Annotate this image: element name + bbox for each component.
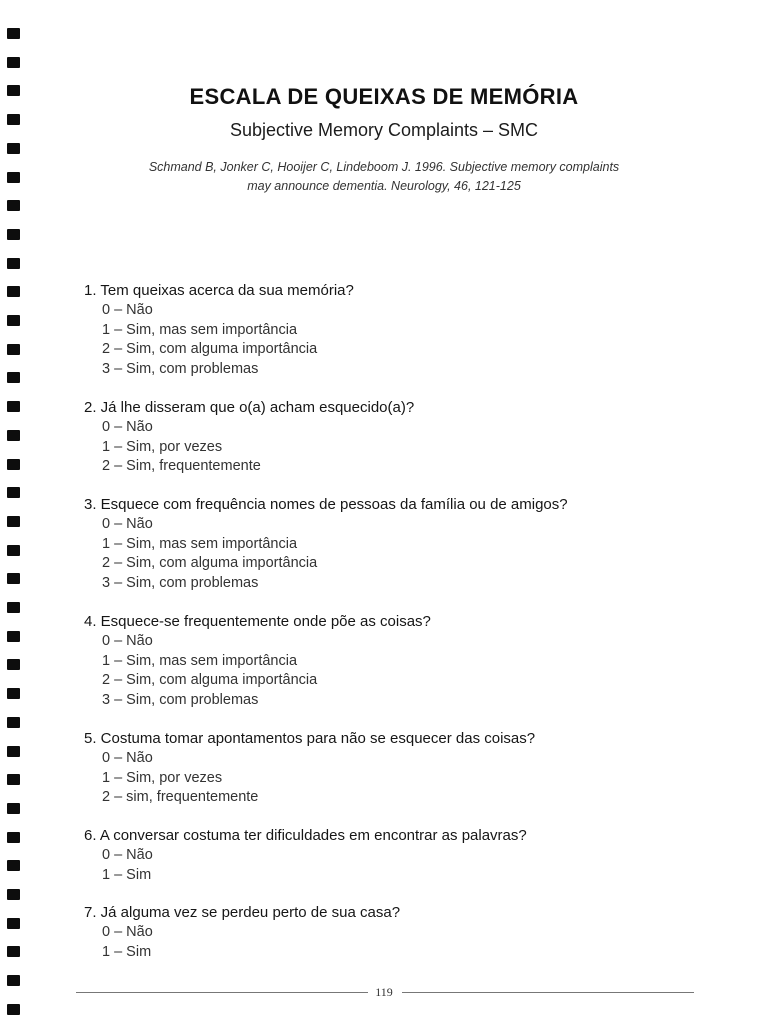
binding-hole (7, 631, 20, 642)
binding-hole (7, 229, 20, 240)
answer-option: 2 – Sim, com alguma importância (102, 555, 318, 571)
answer-option: 3 – Sim, com problemas (102, 691, 259, 708)
page-number: 119 (375, 985, 393, 999)
answer-option: 3 – Sim, com problemas (102, 360, 259, 377)
binding-hole (7, 430, 20, 441)
binding-hole (7, 401, 20, 412)
question-5 (84, 729, 724, 808)
binding-hole (7, 286, 20, 297)
binding-hole (7, 832, 20, 843)
binding-hole (7, 28, 20, 39)
answer-option: 0 – Não (102, 516, 153, 532)
binding-hole (7, 143, 20, 154)
binding-hole (7, 344, 20, 355)
document-title: ESCALA DE QUEIXAS DE MEMÓRIA (189, 84, 579, 109)
binding-hole (7, 545, 20, 556)
citation (0, 158, 768, 196)
question-4 (84, 612, 724, 710)
document-subtitle: Subjective Memory Complaints – SMC (229, 120, 539, 140)
binding-hole (7, 1004, 20, 1015)
binding-hole (7, 372, 20, 383)
binding-hole (7, 918, 20, 929)
question-text: 1. Tem queixas acerca da sua memória? (84, 282, 354, 299)
binding-hole (7, 258, 20, 269)
answer-option: 1 – Sim, por vezes (102, 438, 223, 455)
question-1 (84, 281, 724, 379)
answer-option: 1 – Sim, mas sem importância (102, 652, 298, 669)
footer-divider-right (402, 992, 694, 993)
question-text: 2. Já lhe disseram que o(a) acham esquecido(a)? (84, 399, 415, 416)
answer-option: 2 – Sim, frequentemente (102, 458, 261, 474)
binding-hole (7, 946, 20, 957)
question-2 (84, 398, 724, 477)
question-3 (84, 495, 724, 593)
question-text: 5. Costuma tomar apontamentos para não se esquecer das coisas? (84, 730, 536, 747)
citation-line-1: Schmand B, Jonker C, Hooijer C, Lindeboom J. 1996. Subjective memory complaints (148, 160, 620, 174)
answer-option: 1 – Sim, mas sem importância (102, 321, 298, 338)
question-7 (84, 903, 724, 962)
answer-option: 2 – Sim, com alguma importância (102, 341, 318, 357)
question-text: 6. A conversar costuma ter dificuldades em encontrar as palavras? (84, 827, 527, 844)
answer-option: 0 – Não (102, 924, 153, 940)
binding-hole (7, 602, 20, 613)
answer-option: 0 – Não (102, 750, 153, 766)
binding-hole (7, 803, 20, 814)
citation-line-2: may announce dementia. Neurology, 46, 121-125 (247, 179, 521, 193)
question-text: 3. Esquece com frequência nomes de pessoas da família ou de amigos? (84, 496, 568, 513)
binding-hole (7, 573, 20, 584)
question-text: 7. Já alguma vez se perdeu perto de sua casa? (84, 904, 401, 921)
binding-hole (7, 459, 20, 470)
binding-hole (7, 688, 20, 699)
answer-option: 1 – Sim (102, 866, 152, 883)
answer-option: 0 – Não (102, 302, 153, 318)
binding-hole (7, 57, 20, 68)
binding-hole (7, 889, 20, 900)
answer-option: 1 – Sim (102, 943, 152, 960)
question-6 (84, 826, 724, 885)
answer-option: 1 – Sim, mas sem importância (102, 535, 298, 552)
answer-option: 2 – Sim, com alguma importância (102, 672, 318, 688)
answer-option: 3 – Sim, com problemas (102, 574, 259, 591)
answer-option: 2 – sim, frequentemente (102, 789, 259, 805)
question-text: 4. Esquece-se frequentemente onde põe as coisas? (84, 613, 431, 630)
answer-option: 0 – Não (102, 633, 153, 649)
binding-hole (7, 315, 20, 326)
binding-hole (7, 717, 20, 728)
binding-hole (7, 200, 20, 211)
binding-hole (7, 659, 20, 670)
answer-option: 0 – Não (102, 847, 153, 863)
binding-hole (7, 746, 20, 757)
binding-hole (7, 860, 20, 871)
answer-option: 1 – Sim, por vezes (102, 769, 223, 786)
answer-option: 0 – Não (102, 419, 153, 435)
binding-hole (7, 487, 20, 498)
binding-hole (7, 774, 20, 785)
binding-hole (7, 516, 20, 527)
